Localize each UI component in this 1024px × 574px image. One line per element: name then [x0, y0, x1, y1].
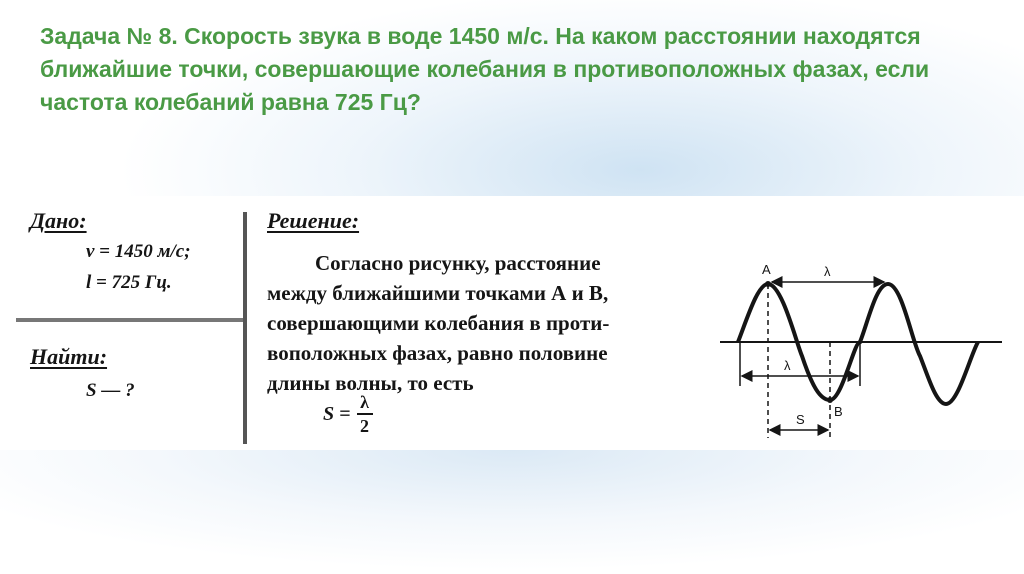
find-unknown: S — ? [86, 380, 135, 401]
solution-formula [323, 392, 373, 436]
textbook-scan [0, 196, 1024, 448]
solution-line-3: совершающими колебания в проти- [267, 311, 610, 335]
solution-line-5: длины волны, то есть [267, 371, 474, 395]
wave-diagram [720, 246, 1010, 446]
label-s: S [796, 412, 805, 427]
find-heading: Найти: [30, 344, 108, 369]
section-divider [16, 318, 245, 322]
point-a-dot [765, 281, 771, 287]
given-frequency: l = 725 Гц. [86, 272, 172, 293]
slide-background [0, 450, 1024, 574]
solution-heading: Решение: [267, 208, 360, 233]
wave-curve [738, 284, 978, 404]
label-lambda-mid: λ [784, 358, 791, 373]
label-point-b: B [834, 404, 843, 419]
formula-denominator: 2 [360, 416, 370, 436]
fraction-bar [357, 413, 373, 415]
label-lambda-top: λ [824, 264, 831, 279]
formula-lhs: S = [323, 402, 351, 425]
point-b-dot [827, 397, 833, 403]
given-speed: v = 1450 м/с; [86, 241, 191, 262]
given-heading: Дано: [30, 208, 87, 233]
solution-text [267, 248, 717, 398]
solution-line-2: между ближайшими точками А и В, [267, 281, 609, 305]
formula-numerator: λ [360, 392, 369, 412]
solution-line-1: Согласно рисунку, расстояние [315, 251, 601, 275]
problem-title: Задача № 8. Скорость звука в воде 1450 м/с. На каком расстоянии находятся ближайшие точки, совершающие колебания в противоположных фазах, если частота колебаний равна 725 Гц? [40, 23, 930, 115]
formula-fraction [357, 392, 373, 436]
column-divider [243, 212, 247, 444]
solution-line-4: воположных фазах, равно половине [267, 341, 608, 365]
label-point-a: A [762, 262, 771, 277]
